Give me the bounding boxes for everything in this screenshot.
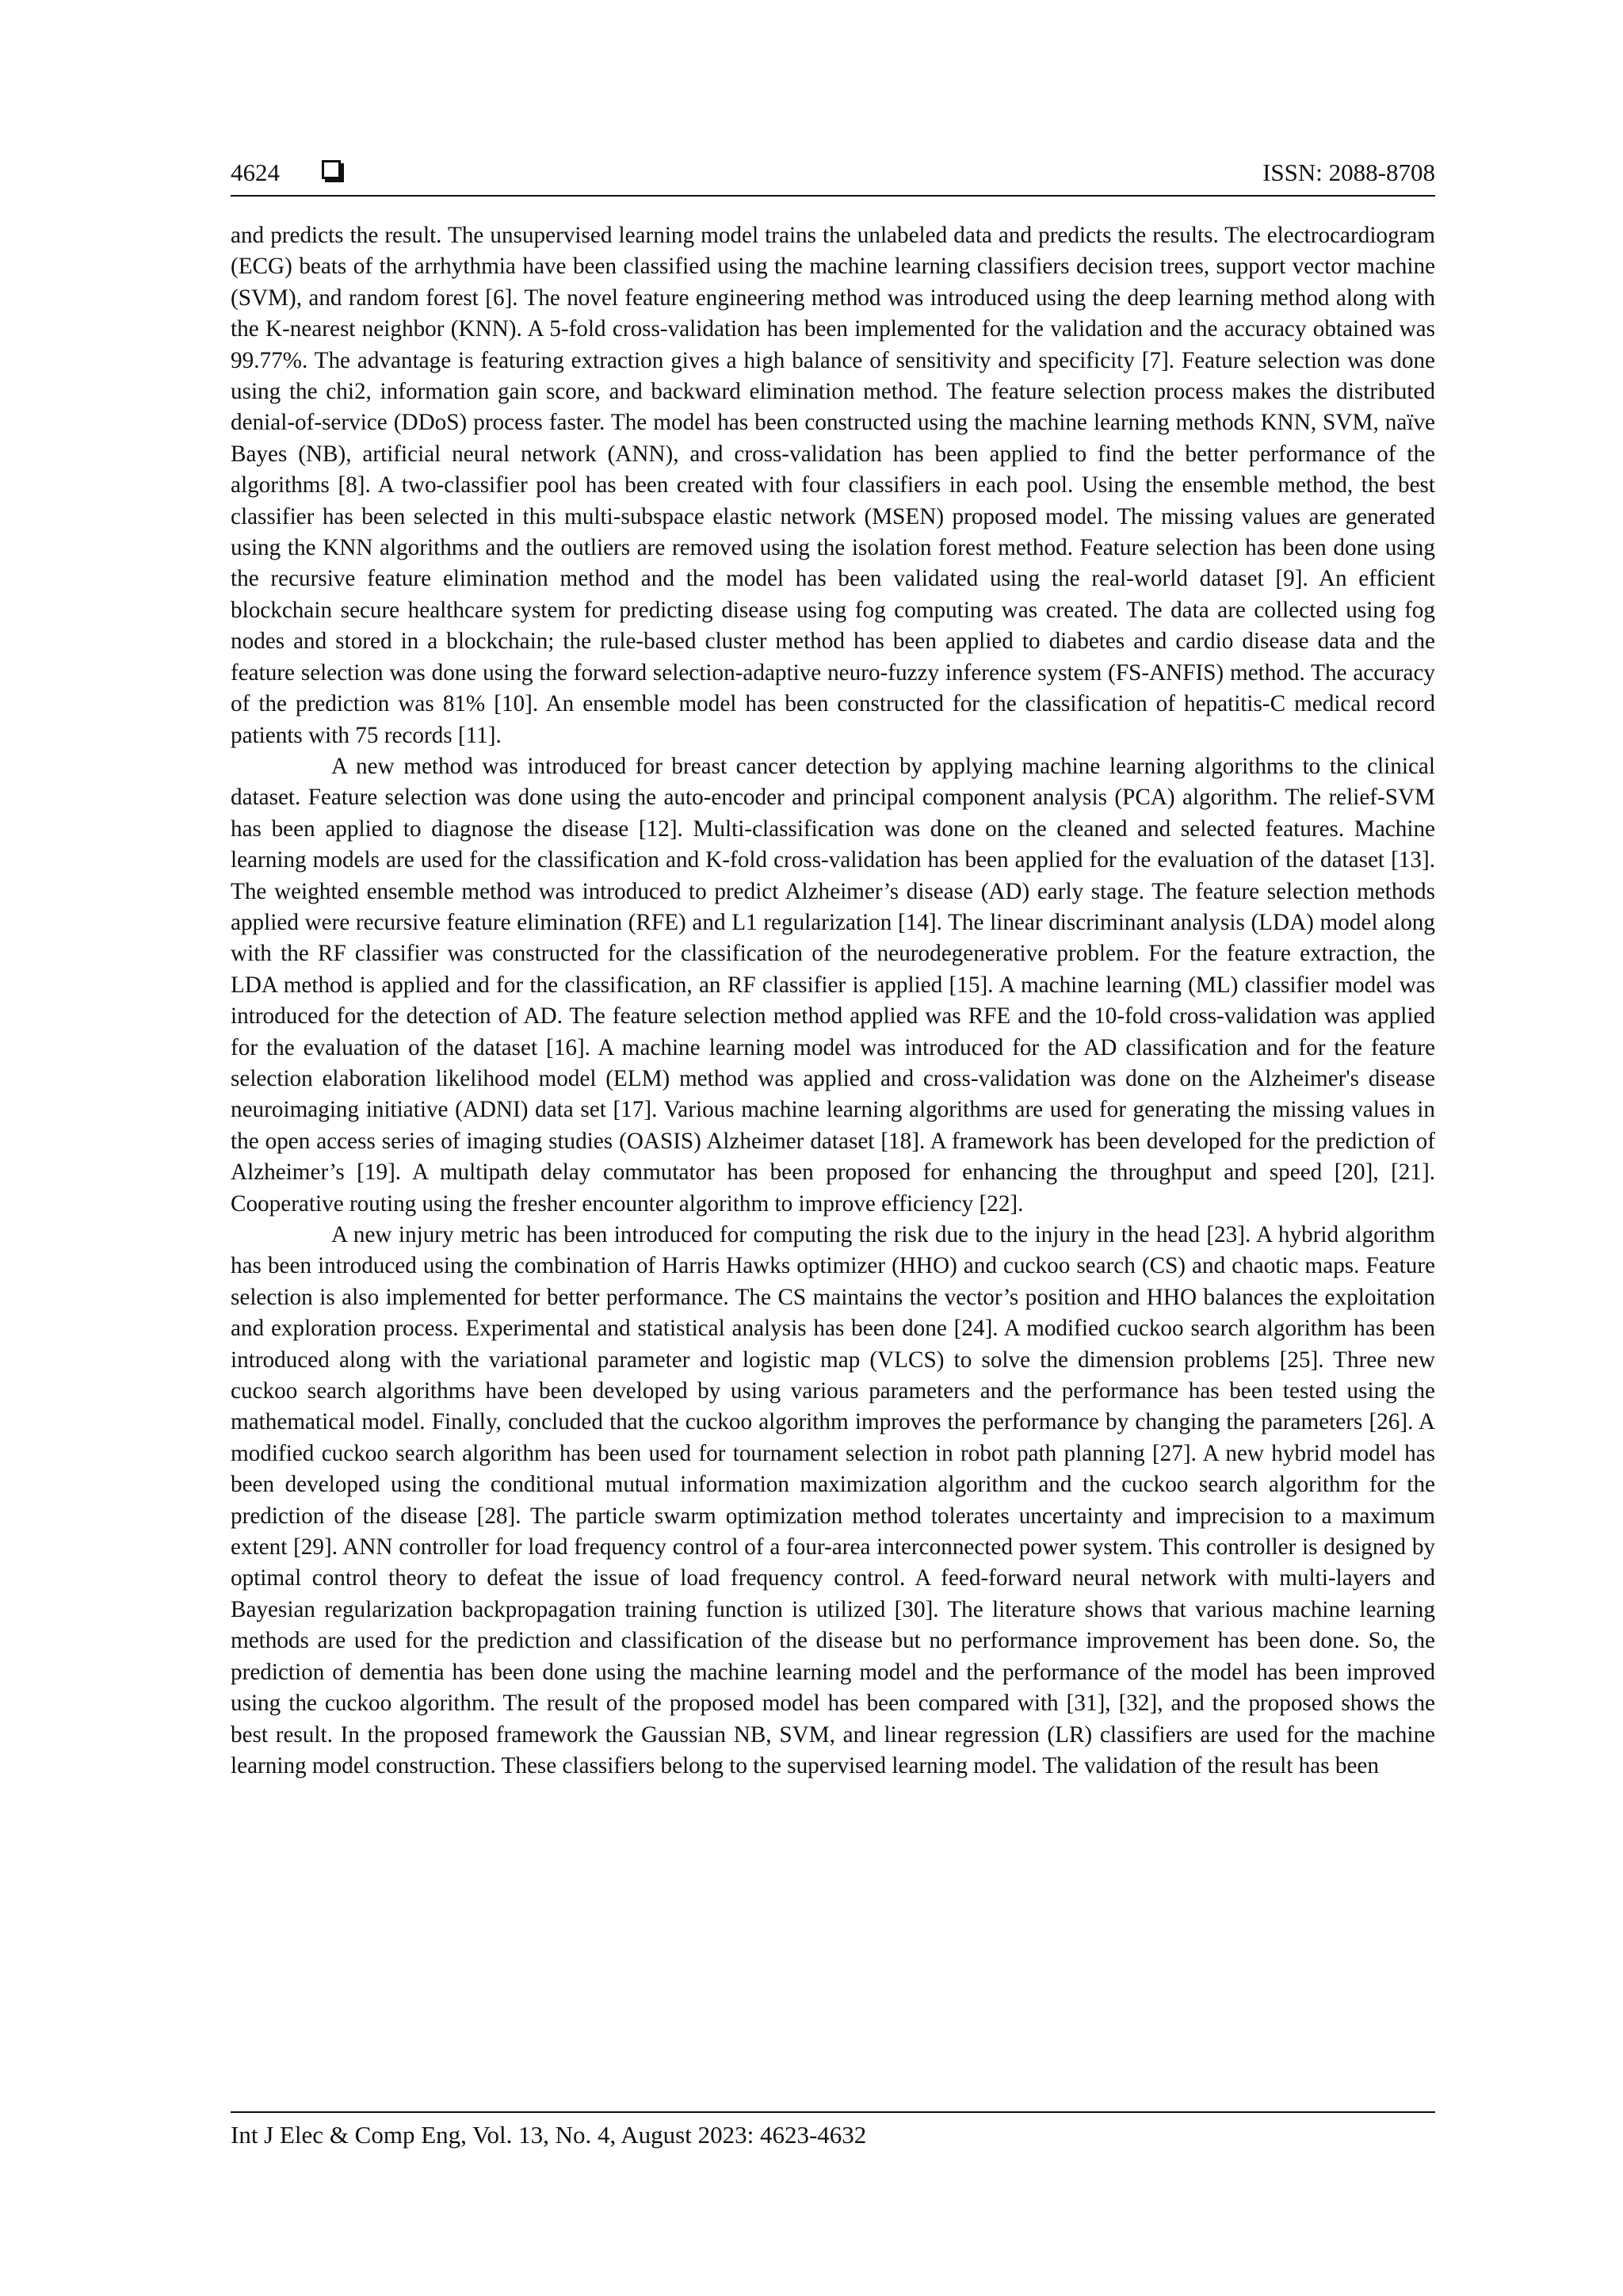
paragraph-3: A new injury metric has been introduced for computing the risk due to the injury in the head [23]. A hybrid algorithm has been introduced using the combination of Harris Hawks optimizer (HHO) and cuckoo search (CS) and chaotic maps. Feature selection is also implemented for better performance. The CS maintains the vector’s position and HHO balances the exploitation and exploration process. Experimental and statistical analysis has been done [24]. A modified cuckoo search algorithm has been introduced along with the variational parameter and logistic map (VLCS) to solve the dimension problems [25]. Three new cuckoo search algorithms have been developed by using various parameters and the performance has been tested using the mathematical model. Finally, concluded that the cuckoo algorithm improves the performance by changing the parameters [26]. A modified cuckoo search algorithm has been used for tournament selection in robot path planning [27]. A new hybrid model has been developed using the conditional mutual information maximization algorithm and the cuckoo search algorithm for the prediction of the disease [28]. The particle swarm optimization method tolerates uncertainty and imprecision to a maximum extent [29]. ANN controller for load frequency control of a four-area interconnected power system. This controller is designed by optimal control theory to defeat the issue of load frequency control. A feed-forward neural network with multi-layers and Bayesian regularization backpropagation training function is utilized [30]. The literature shows that various machine learning methods are used for the prediction and classification of the disease but no performance improvement has been done. So, the prediction of dementia has been done using the machine learning model and the performance of the model has been improved using the cuckoo algorithm. The result of the proposed model has been compared with [31], [32], and the proposed shows the best result. In the proposed framework the Gaussian NB, SVM, and linear regression (LR) classifiers are used for the machine learning model construction. These classifiers belong to the supervised learning model. The validation of the result has been — [231, 1222, 1435, 1778]
journal-citation: Int J Elec & Comp Eng, Vol. 13, No. 4, August 2023: 4623-4632 — [231, 2121, 867, 2149]
paragraph-2: A new method was introduced for breast cancer detection by applying machine learning algorithms to the clinical dataset. Feature selection was done using the auto-encoder and principal component analysis (PCA) algorithm. The relief-SVM has been applied to diagnose the disease [12]. Multi-classification was done on the cleaned and selected features. Machine learning models are used for the classification and K-fold cross-validation has been applied for the evaluation of the dataset [13]. The weighted ensemble method was introduced to predict Alzheimer’s disease (AD) early stage. The feature selection methods applied were recursive feature elimination (RFE) and L1 regularization [14]. The linear discriminant analysis (LDA) model along with the RF classifier was constructed for the classification of the neurodegenerative problem. For the feature extraction, the LDA method is applied and for the classification, an RF classifier is applied [15]. A machine learning (ML) classifier model was introduced for the detection of AD. The feature selection method applied was RFE and the 10-fold cross-validation was applied for the evaluation of the dataset [16]. A machine learning model was introduced for the AD classification and for the feature selection elaboration likelihood model (ELM) method was applied and cross-validation was done on the Alzheimer's disease neuroimaging initiative (ADNI) data set [17]. Various machine learning algorithms are used for generating the missing values in the open access series of imaging studies (OASIS) Alzheimer dataset [18]. A framework has been developed for the prediction of Alzheimer’s [19]. A multipath delay commutator has been proposed for enhancing the throughput and speed [20], [21]. Cooperative routing using the fresher encounter algorithm to improve efficiency [22]. — [231, 753, 1435, 1217]
square-bullet-icon — [322, 160, 341, 179]
article-body — [231, 220, 1435, 1782]
page-number: 4624 — [231, 159, 280, 186]
header-divider — [231, 195, 1435, 197]
page-header — [231, 155, 1435, 195]
paragraph-1: and predicts the result. The unsupervised learning model trains the unlabeled data and predicts the results. The electrocardiogram (ECG) beats of the arrhythmia have been classified using the machine learning classifiers decision trees, support vector machine (SVM), and random forest [6]. The novel feature engineering method was introduced using the deep learning method along with the K-nearest neighbor (KNN). A 5-fold cross-validation has been implemented for the validation and the accuracy obtained was 99.77%. The advantage is featuring extraction gives a high balance of sensitivity and specificity [7]. Feature selection was done using the chi2, information gain score, and backward elimination method. The feature selection process makes the distributed denial-of-service (DDoS) process faster. The model has been constructed using the machine learning methods KNN, SVM, naïve Bayes (NB), artificial neural network (ANN), and cross-validation has been applied to find the better performance of the algorithms [8]. A two-classifier pool has been created with four classifiers in each pool. Using the ensemble method, the best classifier has been selected in this multi-subspace elastic network (MSEN) proposed model. The missing values are generated using the KNN algorithms and the outliers are removed using the isolation forest method. Feature selection has been done using the recursive feature elimination method and the model has been validated using the real-world dataset [9]. An efficient blockchain secure healthcare system for predicting disease using fog computing was created. The data are collected using fog nodes and stored in a blockchain; the rule-based cluster method has been applied to diabetes and cardio disease data and the feature selection was done using the forward selection-adaptive neuro-fuzzy inference system (FS-ANFIS) method. The accuracy of the prediction was 81% [10]. An ensemble model has been constructed for the classification of hepatitis-C medical record patients with 75 records [11]. — [231, 223, 1435, 748]
issn-label: ISSN: 2088-8708 — [1262, 159, 1435, 186]
footer-divider — [231, 2111, 1435, 2113]
